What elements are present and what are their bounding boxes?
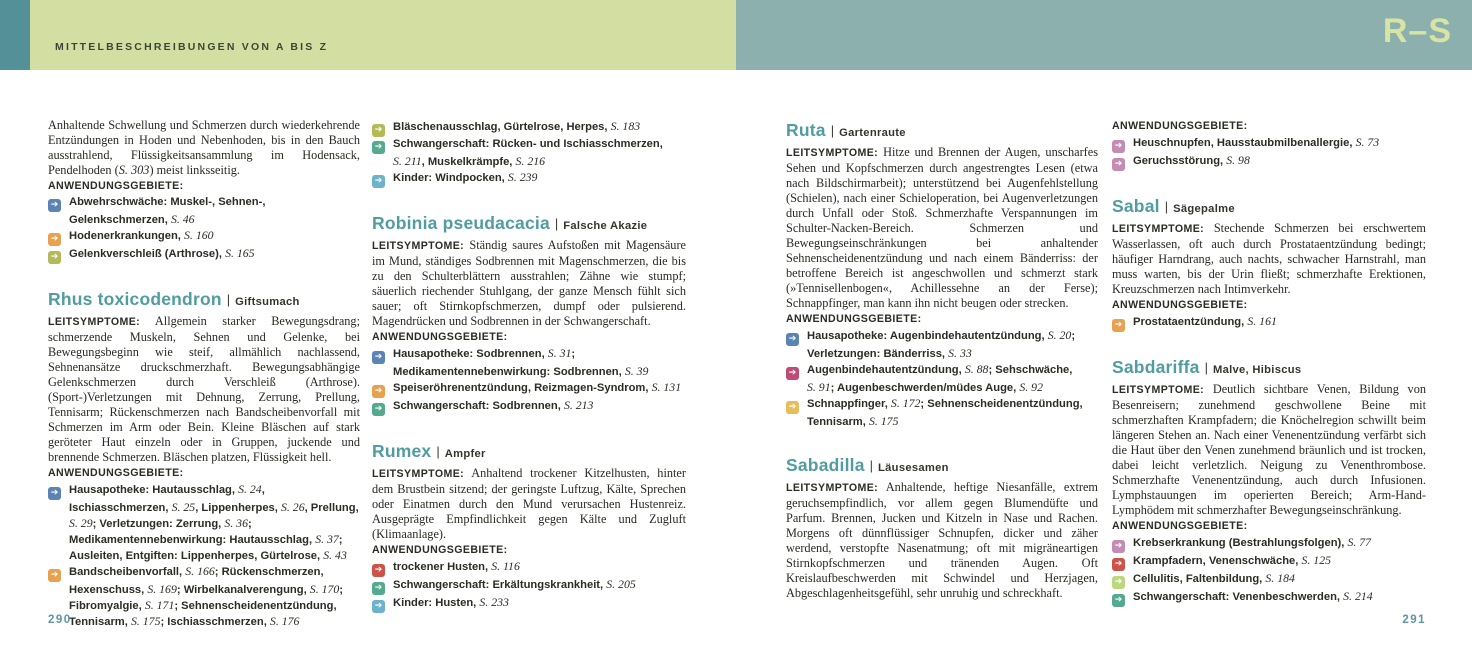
uses-item bbox=[1112, 571, 1426, 589]
page-reference: S. 37 bbox=[315, 532, 339, 546]
arrow-bullet-icon: ➔ bbox=[1112, 576, 1125, 589]
page-reference: S. 26 bbox=[281, 500, 305, 514]
arrow-bullet-icon: ➔ bbox=[372, 564, 385, 577]
page-reference: S. 211 bbox=[393, 154, 422, 168]
remedy-common-name: Gartenraute bbox=[839, 127, 906, 139]
uses-item bbox=[372, 119, 686, 137]
arrow-bullet-icon: ➔ bbox=[48, 251, 61, 264]
column-1-right-page bbox=[786, 118, 1098, 601]
page-reference: S. 88 bbox=[964, 362, 989, 376]
symptoms-paragraph: LEITSYMPTOME: Deutlich sichtbare Venen, Bildung von Besenreisern; zunehmend geschwollene Beine mit schmerzhaften Krampfadern; die Knöchelregion schwillt beim längeren Stehen an. Nach einer Venenentzündung verfärbt sich die Haut über den Venen zunehmend bräunlich und ist trocken, dabei leicht verletzlich. Neigung zu Venenthrombose. Schmerzhafte Venenentzündung, auch durch Infusionen. Lymphstauungen im operierten Bereich; Arm-Hand-Lymphödem mit schmerzhafter Bewegungseinschränkung. bbox=[1112, 382, 1426, 517]
remedy-heading bbox=[1112, 191, 1426, 219]
page-reference: S. 39 bbox=[624, 364, 649, 378]
uses-item-text: Krampfadern, Venenschwäche, S. 125 bbox=[1133, 553, 1331, 567]
uses-list bbox=[372, 346, 686, 416]
arrow-bullet-icon: ➔ bbox=[372, 385, 385, 398]
uses-item-text: Hausapotheke: Hautausschlag, S. 24, Ischiasschmerzen, S. 25, Lippenherpes, S. 26, Prellung, S. 29; Verletzungen: Zerrung, S. 36; Medikamentennebenwirkung: Hautausschlag, S. 37; Ausleiten, Entgiften: Lippenherpes, Gürtelrose, S. 43 bbox=[69, 482, 359, 562]
remedy-name: Rumex bbox=[372, 441, 432, 461]
uses-item-text: Cellulitis, Faltenbildung, S. 184 bbox=[1133, 571, 1295, 585]
remedy-heading bbox=[786, 450, 1098, 478]
remedy-common-name: Malve, Hibiscus bbox=[1212, 364, 1302, 376]
page-reference: S. 175 bbox=[868, 414, 899, 428]
uses-item bbox=[372, 380, 686, 398]
page-reference: S. 303 bbox=[118, 163, 150, 177]
page-reference: S. 25 bbox=[171, 500, 196, 514]
column-2-right-page bbox=[1112, 118, 1426, 607]
uses-item bbox=[786, 362, 1098, 396]
page-reference: S. 46 bbox=[170, 212, 195, 226]
uses-list bbox=[372, 559, 686, 613]
arrow-bullet-icon: ➔ bbox=[786, 333, 799, 346]
uses-item-text: Schwangerschaft: Rücken- und Ischiasschmerzen, S. 211, Muskelkrämpfe, S. 216 bbox=[393, 138, 663, 168]
symptoms-label: LEITSYMPTOME: bbox=[786, 147, 879, 159]
uses-item bbox=[48, 246, 360, 264]
uses-item bbox=[1112, 535, 1426, 553]
remedy-common-name: Läusesamen bbox=[878, 462, 949, 474]
continuation-paragraph: Anhaltende Schwellung und Schmerzen durch wiederkehrende Entzündungen in Hoden und Nebenhoden, bis in den Bauch ausstrahlend, Flüssigkeitsansammlung im Hodensack, Pendelhoden (S. 303) meist linksseitig. bbox=[48, 118, 360, 177]
remedy-common-name: Falsche Akazie bbox=[563, 220, 648, 232]
page-reference: S. 91 bbox=[807, 380, 831, 394]
page-reference: S. 43 bbox=[323, 548, 347, 562]
uses-item bbox=[1112, 314, 1426, 332]
arrow-bullet-icon: ➔ bbox=[786, 401, 799, 414]
page-reference: S. 233 bbox=[479, 595, 509, 609]
uses-item bbox=[1112, 153, 1426, 171]
uses-item-text: Bandscheibenvorfall, S. 166; Rückenschmerzen, Hexenschuss, S. 169; Wirbelkanalverengung, S. 170; Fibromyalgie, S. 171; Sehnenscheidenentzündung, Tennisarm, S. 175; Ischiasschmerzen, S. 176 bbox=[69, 564, 344, 628]
section-letter-range: R–S bbox=[1382, 12, 1452, 50]
page-reference: S. 171 bbox=[144, 598, 175, 612]
uses-item bbox=[786, 396, 1098, 430]
page-reference: S. 33 bbox=[948, 346, 972, 360]
uses-item-text: Kinder: Windpocken, S. 239 bbox=[393, 170, 538, 184]
uses-list bbox=[786, 328, 1098, 430]
uses-label: ANWENDUNGSGEBIETE: bbox=[1112, 299, 1248, 311]
uses-item bbox=[48, 564, 360, 630]
remedy-common-name: Giftsumach bbox=[235, 296, 300, 308]
page-reference: S. 166 bbox=[185, 564, 215, 578]
uses-label: ANWENDUNGSGEBIETE: bbox=[48, 180, 184, 192]
page-reference: S. 116 bbox=[491, 559, 520, 573]
arrow-bullet-icon: ➔ bbox=[1112, 158, 1125, 171]
page-reference: S. 213 bbox=[563, 398, 594, 412]
uses-item bbox=[48, 482, 360, 564]
arrow-bullet-icon: ➔ bbox=[48, 199, 61, 212]
symptoms-label: LEITSYMPTOME: bbox=[1112, 384, 1205, 396]
uses-item-text: trockener Husten, S. 116 bbox=[393, 559, 520, 573]
page-reference: S. 183 bbox=[610, 119, 641, 133]
spine-accent-strip bbox=[0, 0, 30, 70]
uses-item bbox=[372, 170, 686, 188]
uses-item-text: Schwangerschaft: Erkältungskrankheit, S. 205 bbox=[393, 577, 636, 591]
page-reference: S. 160 bbox=[184, 228, 214, 242]
page-reference: S. 172 bbox=[890, 396, 921, 410]
page-reference: S. 73 bbox=[1355, 135, 1380, 149]
remedy-heading bbox=[1112, 352, 1426, 380]
page-reference: S. 184 bbox=[1265, 571, 1295, 585]
header-band-left bbox=[0, 0, 736, 70]
arrow-bullet-icon: ➔ bbox=[786, 367, 799, 380]
uses-item bbox=[372, 346, 686, 380]
page-reference: S. 170 bbox=[309, 582, 340, 596]
uses-list bbox=[372, 119, 686, 188]
uses-item bbox=[786, 328, 1098, 362]
heading-separator: | bbox=[226, 292, 231, 307]
heading-separator: | bbox=[869, 458, 874, 473]
heading-separator: | bbox=[1204, 360, 1208, 375]
uses-label: ANWENDUNGSGEBIETE: bbox=[1112, 520, 1248, 532]
arrow-bullet-icon: ➔ bbox=[48, 233, 61, 246]
uses-item bbox=[48, 228, 360, 246]
symptoms-label: LEITSYMPTOME: bbox=[48, 316, 141, 328]
arrow-bullet-icon: ➔ bbox=[1112, 140, 1125, 153]
page-reference: S. 29 bbox=[69, 516, 93, 530]
running-header-left: MITTELBESCHREIBUNGEN VON A BIS Z bbox=[55, 41, 329, 53]
uses-item-text: Abwehrschwäche: Muskel-, Sehnen-, Gelenkschmerzen, S. 46 bbox=[69, 196, 266, 226]
uses-item-text: Krebserkrankung (Bestrahlungsfolgen), S. 77 bbox=[1133, 535, 1372, 549]
arrow-bullet-icon: ➔ bbox=[1112, 558, 1125, 571]
uses-item bbox=[372, 398, 686, 416]
symptoms-paragraph: LEITSYMPTOME: Ständig saures Aufstoßen mit Magensäure im Mund, ständiges Sodbrennen mit Magenschmerzen, die bis zu den Schulterblättern ausstrahlen; Zähne wie stumpf; säuerlich riechender Stuhlgang, der ganze Mensch fühlt sich sauer; oft Stirnkopfschmerzen, dumpf oder pulsierend. Magendrücken und Sodbrennen in der Schwangerschaft. bbox=[372, 238, 686, 328]
uses-item-text: Hodenerkrankungen, S. 160 bbox=[69, 228, 214, 242]
uses-list bbox=[48, 482, 360, 630]
remedy-name: Sabadilla bbox=[786, 455, 865, 475]
arrow-bullet-icon: ➔ bbox=[372, 124, 385, 137]
arrow-bullet-icon: ➔ bbox=[372, 403, 385, 416]
arrow-bullet-icon: ➔ bbox=[372, 175, 385, 188]
uses-list bbox=[48, 195, 360, 264]
symptoms-paragraph: LEITSYMPTOME: Hitze und Brennen der Augen, unscharfes Sehen und Kopfschmerzen durch angestrengtes Lesen (etwa nach Bildschirmarbeit); unterstützend bei Augenfehlstellung (Schielen), nach einer Schieloperation, bei Augenverletzungen durch Unfall oder Stoß. Schmerzhafte Verspannungen im Schulter-Nacken-Bereich. Schmerzen und Bewegungseinschränkungen bei anhaltender Sehnenscheidenentzündung und nach einem Bänderriss: der betroffene Bereich ist angeschwollen und schmerzt stark (»Tennisellenbogen«, Achillessehne an der Ferse); Schnappfinger, man kann ihn nicht beugen oder strecken. bbox=[786, 145, 1098, 310]
symptoms-label: LEITSYMPTOME: bbox=[372, 468, 465, 480]
page-reference: S. 131 bbox=[651, 380, 682, 394]
remedy-name: Sabal bbox=[1112, 196, 1160, 216]
arrow-bullet-icon: ➔ bbox=[372, 582, 385, 595]
uses-item bbox=[1112, 553, 1426, 571]
uses-item-text: Kinder: Husten, S. 233 bbox=[393, 595, 509, 609]
page-reference: S. 214 bbox=[1343, 589, 1373, 603]
page-reference: S. 77 bbox=[1347, 535, 1372, 549]
arrow-bullet-icon: ➔ bbox=[48, 569, 61, 582]
uses-item bbox=[1112, 589, 1426, 607]
symptoms-paragraph: LEITSYMPTOME: Anhaltend trockener Kitzelhusten, hinter dem Brustbein sitzend; der geringste Luftzug, Kälte, Sprechen oder Einatmen durch den Mund verursachen Hustenreiz. Ausgeprägte Empfindlichkeit gegen Kälte und Zugluft (Klimaanlage). bbox=[372, 466, 686, 541]
arrow-bullet-icon: ➔ bbox=[48, 487, 61, 500]
remedy-name: Robinia pseudacacia bbox=[372, 213, 550, 233]
uses-label: ANWENDUNGSGEBIETE: bbox=[786, 313, 922, 325]
page-reference: S. 239 bbox=[507, 170, 538, 184]
heading-separator: | bbox=[436, 444, 440, 459]
remedy-heading bbox=[48, 284, 360, 312]
page-reference: S. 36 bbox=[224, 516, 248, 530]
symptoms-label: LEITSYMPTOME: bbox=[372, 240, 465, 252]
heading-separator: | bbox=[1164, 199, 1169, 214]
heading-separator: | bbox=[830, 123, 835, 138]
uses-item bbox=[372, 595, 686, 613]
arrow-bullet-icon: ➔ bbox=[372, 351, 385, 364]
page-reference: S. 176 bbox=[269, 614, 300, 628]
uses-label: ANWENDUNGSGEBIETE: bbox=[1112, 120, 1248, 132]
uses-list bbox=[1112, 535, 1426, 607]
uses-item bbox=[372, 559, 686, 577]
remedy-name: Sabdariffa bbox=[1112, 357, 1200, 377]
uses-item-text: Speiseröhrenentzündung, Reizmagen-Syndrom, S. 131 bbox=[393, 380, 682, 394]
uses-item-text: Hausapotheke: Sodbrennen, S. 31; Medikamentennebenwirkung: Sodbrennen, S. 39 bbox=[393, 346, 649, 378]
arrow-bullet-icon: ➔ bbox=[372, 141, 385, 154]
column-2-left-page bbox=[372, 118, 686, 613]
arrow-bullet-icon: ➔ bbox=[1112, 540, 1125, 553]
uses-item-text: Hausapotheke: Augenbindehautentzündung, S. 20; Verletzungen: Bänderriss, S. 33 bbox=[807, 328, 1076, 360]
uses-label: ANWENDUNGSGEBIETE: bbox=[372, 544, 508, 556]
page-number-left: 290 bbox=[48, 614, 72, 626]
uses-label: ANWENDUNGSGEBIETE: bbox=[48, 467, 184, 479]
uses-list bbox=[1112, 314, 1426, 332]
remedy-name: Ruta bbox=[786, 120, 826, 140]
page-reference: S. 24 bbox=[238, 482, 262, 496]
remedy-common-name: Ampfer bbox=[444, 448, 486, 460]
remedy-common-name: Sägepalme bbox=[1173, 203, 1235, 215]
page-reference: S. 169 bbox=[147, 582, 177, 596]
heading-separator: | bbox=[554, 216, 559, 231]
uses-item-text: Augenbindehautentzündung, S. 88; Sehschwäche, S. 91; Augenbeschwerden/müdes Auge, S. 92 bbox=[807, 362, 1073, 394]
page-reference: S. 20 bbox=[1047, 328, 1072, 342]
page-reference: S. 161 bbox=[1247, 314, 1277, 328]
remedy-heading bbox=[372, 208, 686, 236]
page-reference: S. 92 bbox=[1019, 380, 1043, 394]
header-band-right bbox=[736, 0, 1472, 70]
uses-item bbox=[48, 195, 360, 228]
remedy-heading bbox=[786, 115, 1098, 143]
column-1-left-page bbox=[48, 118, 360, 630]
uses-item-text: Schnappfinger, S. 172; Sehnenscheidenentzündung, Tennisarm, S. 175 bbox=[807, 396, 1083, 428]
uses-item-text: Schwangerschaft: Venenbeschwerden, S. 214 bbox=[1133, 589, 1373, 603]
page-reference: S. 98 bbox=[1226, 153, 1250, 167]
page-number-right: 291 bbox=[1402, 614, 1426, 626]
symptoms-paragraph: LEITSYMPTOME: Allgemein starker Bewegungsdrang; schmerzende Muskeln, Sehnen und Gelenke, bei Bewegungsbeginn wie steif, allmählich nachlassend, Sehnenansätze druckschmerzhaft. Bewegungsabhängige Gelenkschmerzen durch Verschleiß (Arthrose). (Sport-)Verletzungen mit Dehnung, Zerrung, Prellung, Tennisarm; Rückenschmerzen nach Bandscheibenvorfall mit Schmerzen im Arm oder Bein. Kleine Bläschen auf stark geröteter Haut einzeln oder in Gruppen, juckende und brennende Schmerzen. Bläschen platzen, Flüssigkeit hell. bbox=[48, 314, 360, 464]
uses-label: ANWENDUNGSGEBIETE: bbox=[372, 331, 508, 343]
uses-item bbox=[372, 137, 686, 170]
arrow-bullet-icon: ➔ bbox=[1112, 594, 1125, 607]
symptoms-paragraph: LEITSYMPTOME: Anhaltende, heftige Niesanfälle, extrem geruchsempfindlich, vor allem gegen Blumendüfte und Parfum. Brennen, Jucken und Kitzeln in Nase und Rachen. Morgens oft dünnflüssiger Schnupfen, dicker und zäher werdend, verstopfte Nasenatmung; oft mit migräneartigen Stirnkopfschmerzen und tränenden Augen. Oft Kreislaufbeschwerden mit Schwindel und Herzjagen, Abgeschlagenheitsgefühl, sehr unruhig und schreckhaft. bbox=[786, 480, 1098, 600]
uses-list bbox=[1112, 135, 1426, 171]
remedy-heading bbox=[372, 436, 686, 464]
uses-item-text: Geruchsstörung, S. 98 bbox=[1133, 153, 1250, 167]
page-reference: S. 175 bbox=[130, 614, 161, 628]
uses-item-text: Schwangerschaft: Sodbrennen, S. 213 bbox=[393, 398, 594, 412]
page-reference: S. 205 bbox=[606, 577, 636, 591]
arrow-bullet-icon: ➔ bbox=[372, 600, 385, 613]
uses-item-text: Prostataentzündung, S. 161 bbox=[1133, 314, 1277, 328]
page-reference: S. 165 bbox=[225, 246, 255, 260]
remedy-name: Rhus toxicodendron bbox=[48, 289, 222, 309]
symptoms-label: LEITSYMPTOME: bbox=[786, 482, 879, 494]
uses-item-text: Gelenkverschleiß (Arthrose), S. 165 bbox=[69, 246, 255, 260]
symptoms-label: LEITSYMPTOME: bbox=[1112, 223, 1205, 235]
uses-item-text: Bläschenausschlag, Gürtelrose, Herpes, S. 183 bbox=[393, 119, 641, 133]
page-reference: S. 125 bbox=[1301, 553, 1331, 567]
page-reference: S. 31 bbox=[547, 346, 572, 360]
symptoms-paragraph: LEITSYMPTOME: Stechende Schmerzen bei erschwertem Wasserlassen, oft auch durch Prostataentzündung bedingt; häufiger Harndrang, auch nachts, schwacher Harnstrahl, man muss warten, bis der Urin fließt; schmerzhafte Erektionen, Kreuzschmerzen nach Intimverkehr. bbox=[1112, 221, 1426, 296]
page-reference: S. 216 bbox=[515, 154, 546, 168]
uses-item-text: Heuschnupfen, Hausstaubmilbenallergie, S. 73 bbox=[1133, 135, 1380, 149]
arrow-bullet-icon: ➔ bbox=[1112, 319, 1125, 332]
uses-item bbox=[1112, 135, 1426, 153]
uses-item bbox=[372, 577, 686, 595]
